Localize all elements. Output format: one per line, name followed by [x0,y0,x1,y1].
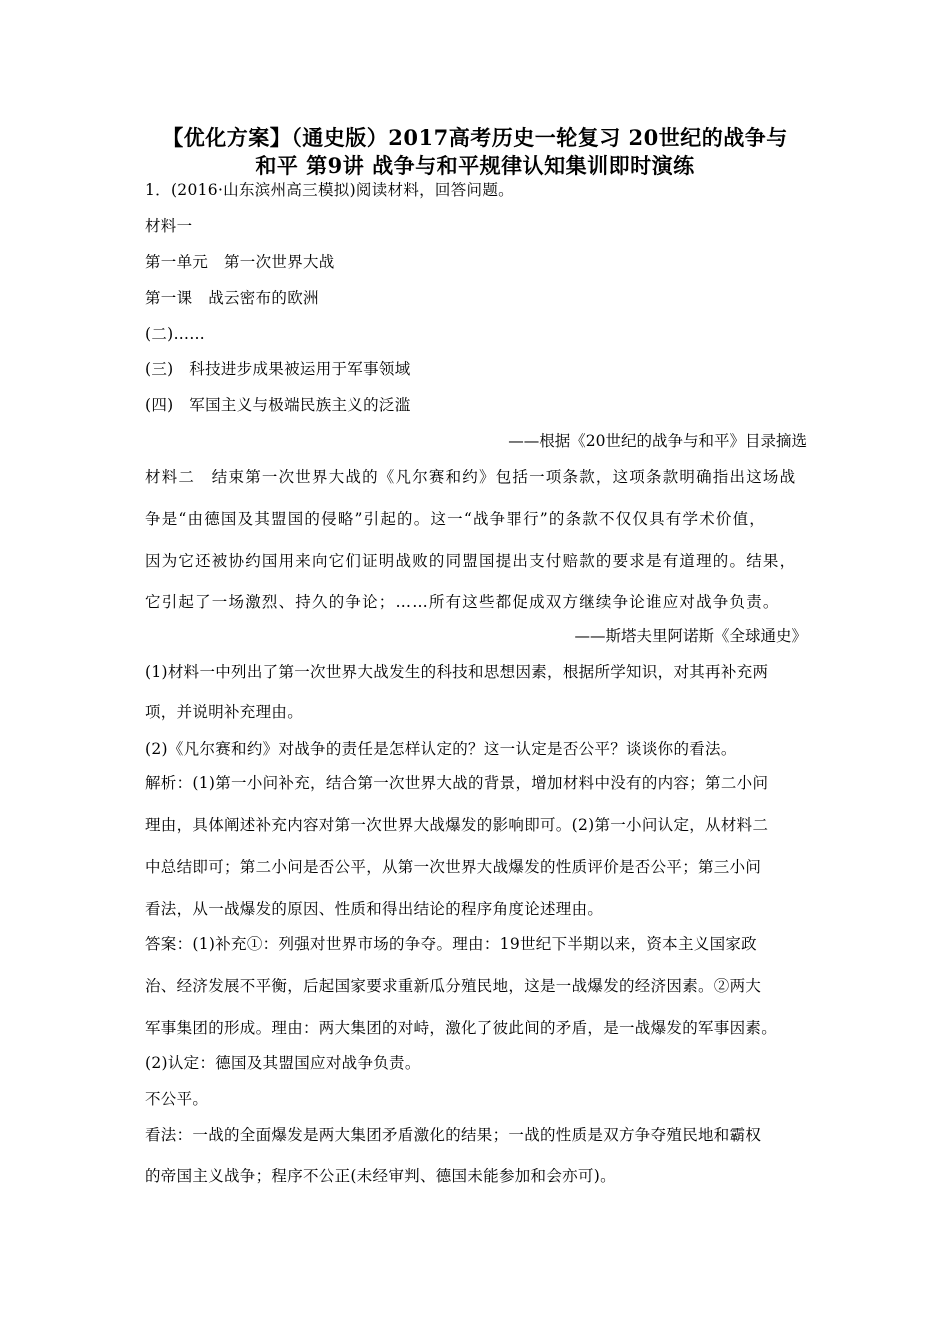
material-1-source: ——根据《20世纪的战争与和平》目录摘选 [508,432,807,450]
question-1-line: (1)材料一中列出了第一次世界大战发生的科技和思想因素，根据所学知识，对其再补充两 [145,663,769,681]
document-title-line-2: 和平 第9讲 战争与和平规律认知集训即时演练 [255,153,695,178]
answer-line: 军事集团的形成。理由：两大集团的对峙，激化了彼此间的矛盾，是一战爆发的军事因素。 [145,1019,778,1037]
material-1-item-4: (四) 军国主义与极端民族主义的泛滥 [145,396,411,414]
question-2: (2)《凡尔赛和约》对战争的责任是怎样认定的？这一认定是否公平？谈谈你的看法。 [145,740,737,758]
document-title-line-1: 【优化方案】（通史版）2017高考历史一轮复习 20世纪的战争与 [162,125,788,150]
answer-line: (2)认定：德国及其盟国应对战争负责。 [145,1054,421,1072]
material-1-item-2: (二)…… [145,325,206,343]
analysis-line: 理由，具体阐述补充内容对第一次世界大战爆发的影响即可。(2)第一小问认定，从材料二 [145,816,769,834]
material-2-source: ——斯塔夫里阿诺斯《全球通史》 [574,627,807,645]
material-1-lesson: 第一课 战云密布的欧洲 [145,289,319,307]
answer-line: 答案：(1)补充①：列强对世界市场的争夺。理由：19世纪下半期以来，资本主义国家政 [145,935,757,953]
question-intro: 1．(2016·山东滨州高三模拟)阅读材料，回答问题。 [145,181,514,199]
material-1-item-3: (三) 科技进步成果被运用于军事领域 [145,360,411,378]
answer-line: 的帝国主义战争；程序不公正(未经审判、德国未能参加和会亦可)。 [145,1167,616,1185]
answer-line: 治、经济发展不平衡，后起国家要求重新瓜分殖民地，这是一战爆发的经济因素。②两大 [145,977,762,995]
analysis-line: 中总结即可；第二小问是否公平，从第一次世界大战爆发的性质评价是否公平；第三小问 [145,858,762,876]
material-2-line: 材料二 结束第一次世界大战的《凡尔赛和约》包括一项条款，这项条款明确指出这场战 [145,468,797,486]
material-2-line: 争是“由德国及其盟国的侵略”引起的。这一“战争罪行”的条款不仅仅具有学术价值， [145,510,766,528]
question-1-line: 项，并说明补充理由。 [145,703,304,721]
material-2-line: 它引起了一场激烈、持久的争论；……所有这些都促成双方继续争论谁应对战争负责。 [145,593,780,611]
answer-line: 看法：一战的全面爆发是两大集团矛盾激化的结果；一战的性质是双方争夺殖民地和霸权 [145,1126,762,1144]
answer-line: 不公平。 [145,1090,209,1108]
material-1-label: 材料一 [145,217,193,235]
analysis-line: 解析：(1)第一小问补充，结合第一次世界大战的背景，增加材料中没有的内容；第二小问 [145,774,769,792]
material-1-unit: 第一单元 第一次世界大战 [145,253,335,271]
material-2-line: 因为它还被协约国用来向它们证明战败的同盟国提出支付赔款的要求是有道理的。结果， [145,552,797,570]
analysis-line: 看法，从一战爆发的原因、性质和得出结论的程序角度论述理由。 [145,900,604,918]
